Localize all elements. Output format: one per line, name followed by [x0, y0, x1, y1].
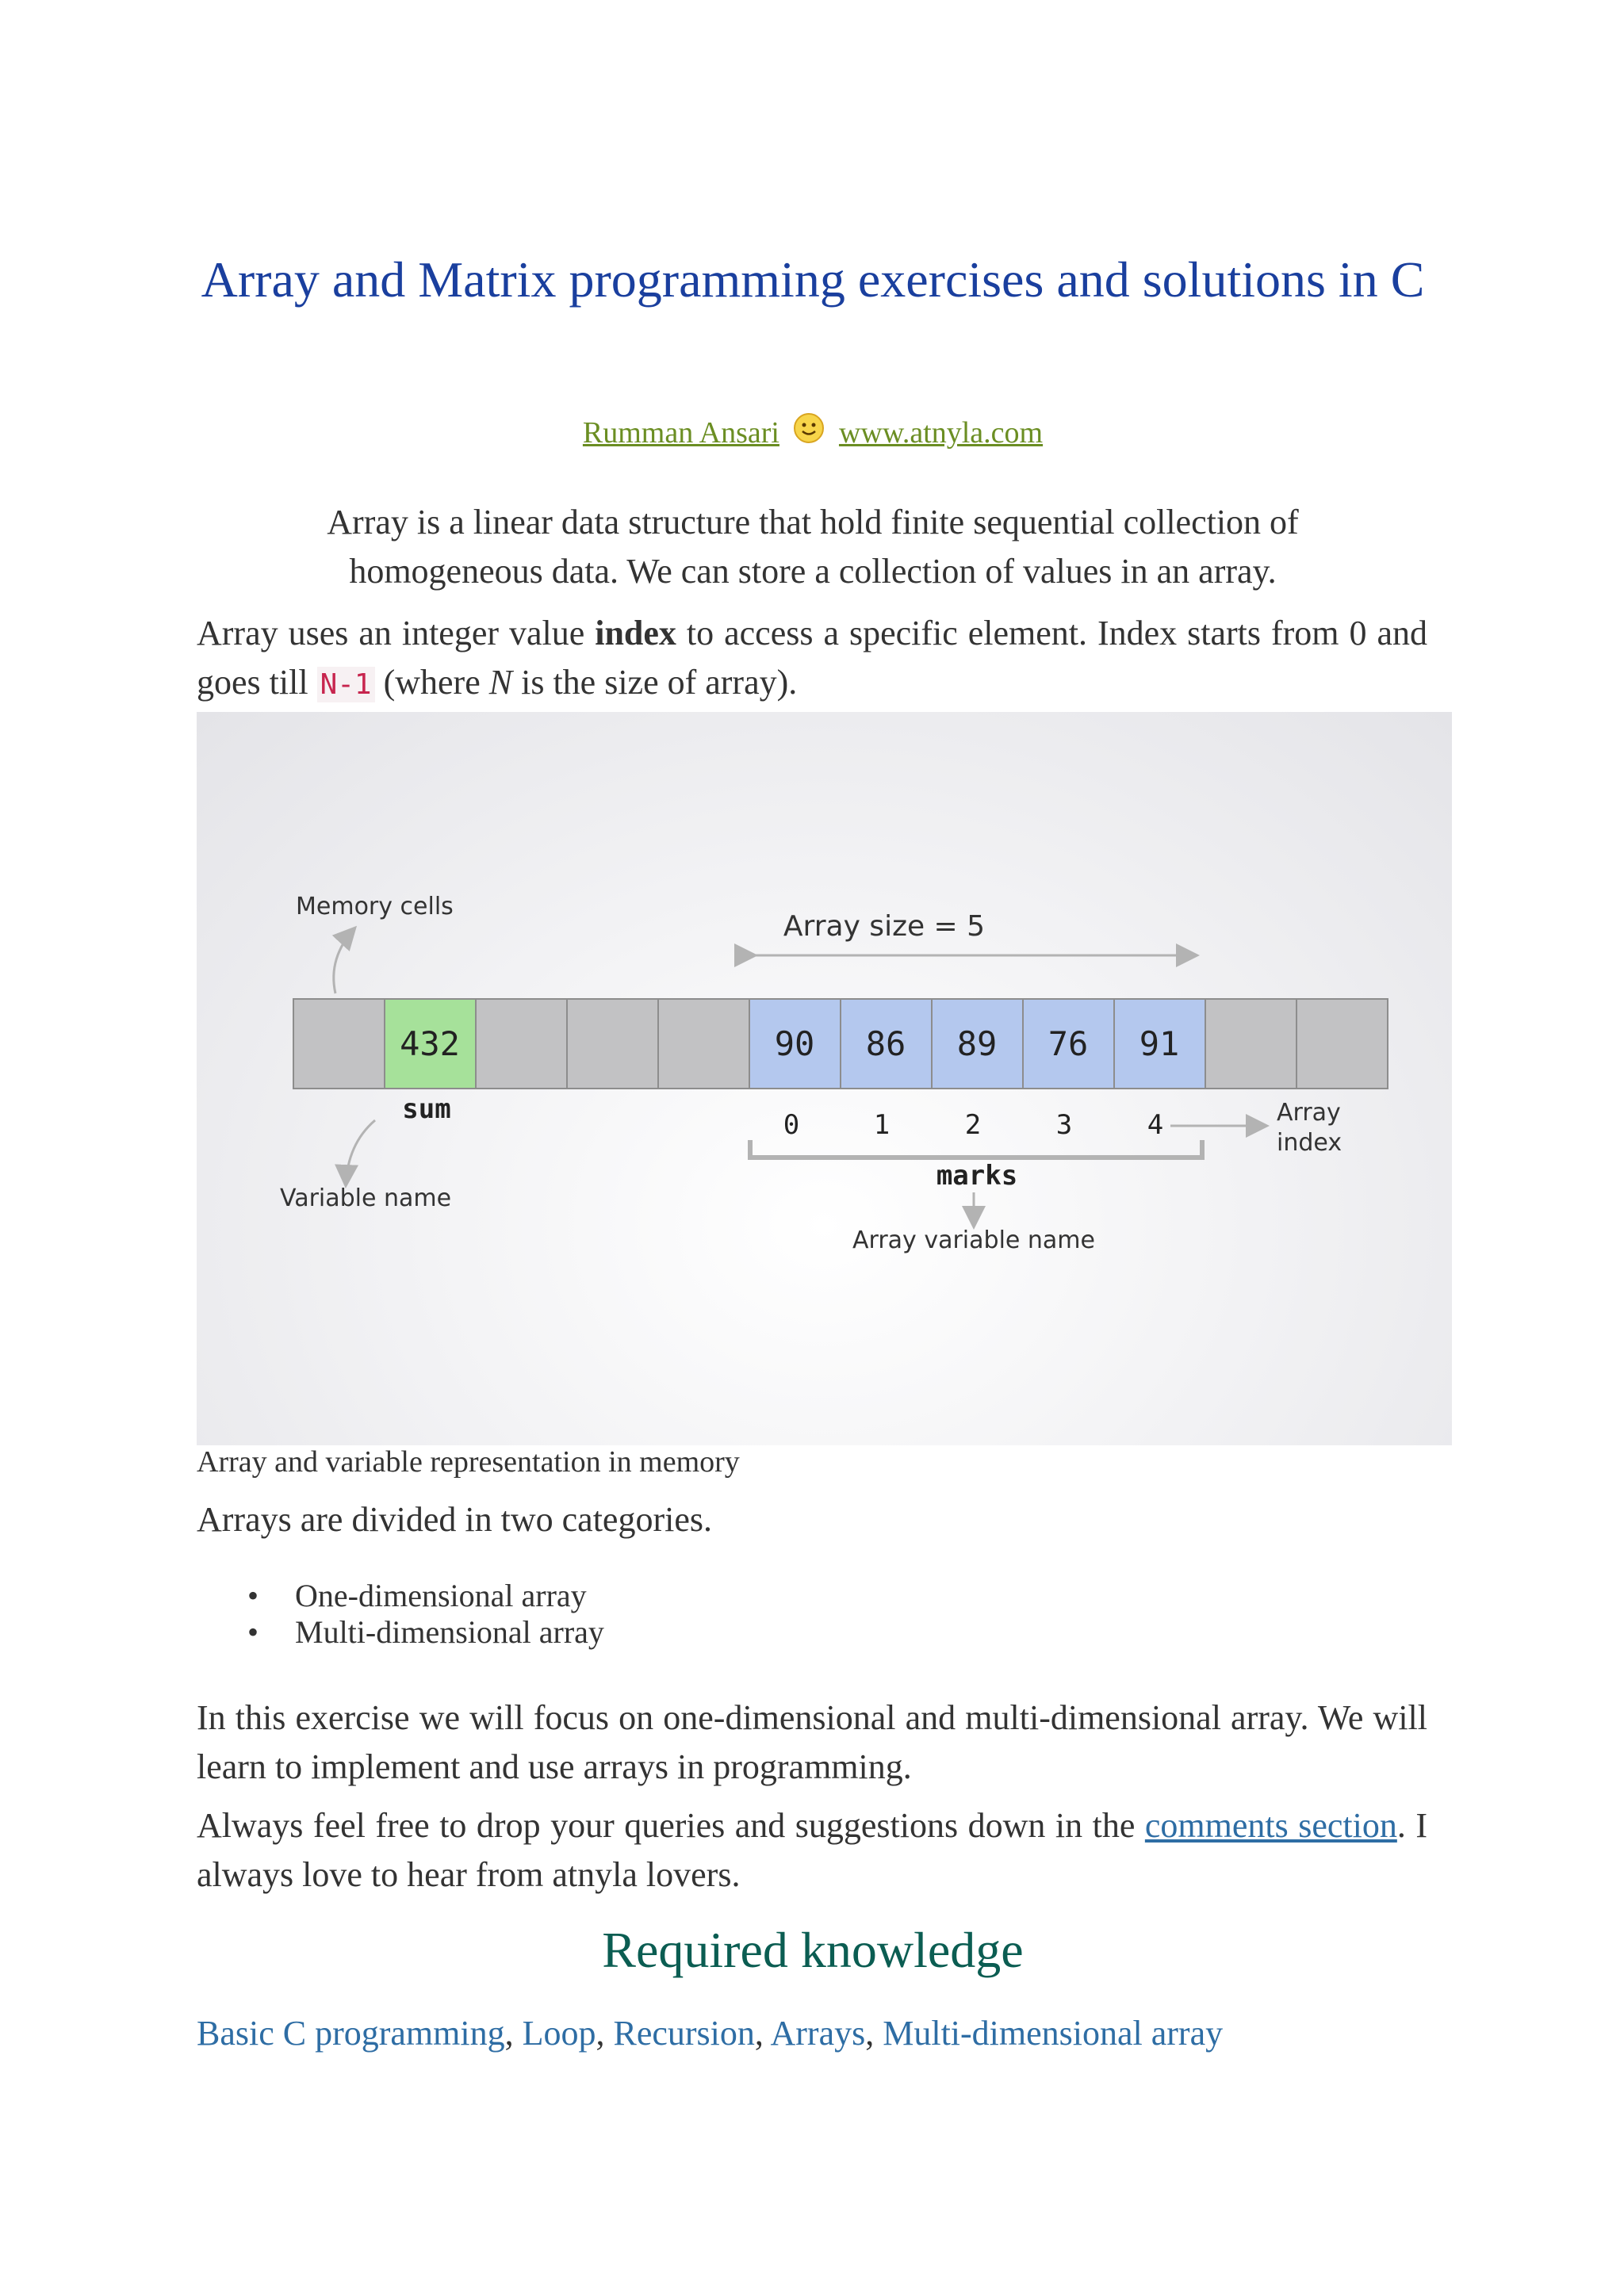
array-size-label: Array size = 5	[783, 910, 986, 943]
smiley-icon	[793, 412, 825, 444]
empty-cell	[293, 999, 385, 1089]
index-label: 1	[873, 1109, 891, 1141]
array-value: 89	[956, 1024, 998, 1063]
array-value: 76	[1048, 1024, 1089, 1063]
index-text-4: is the size of array).	[512, 663, 798, 702]
empty-cell	[1297, 999, 1388, 1089]
index-text-1: Array uses an integer value	[197, 614, 596, 652]
link-arrays[interactable]: Arrays	[770, 2014, 866, 2053]
separator: ,	[596, 2014, 614, 2053]
empty-cell	[1205, 999, 1297, 1089]
categories-intro: Arrays are divided in two categories.	[197, 1500, 712, 1539]
array-value: 86	[865, 1024, 906, 1063]
n-italic: N	[488, 663, 513, 702]
array-value: 90	[774, 1024, 815, 1063]
byline	[143, 412, 1483, 453]
separator: ,	[865, 2014, 883, 2053]
index-label: 4	[1147, 1109, 1164, 1141]
empty-cell	[476, 999, 567, 1089]
array-index-label: Array	[1277, 1099, 1341, 1127]
separator: ,	[504, 2014, 523, 2053]
index-text-2: to access a specific element. Index starts from 0 and goes till	[197, 614, 1427, 702]
author-link[interactable]: Rumman Ansari	[582, 416, 779, 450]
array-variable-name: marks	[936, 1160, 1018, 1192]
separator: ,	[754, 2014, 771, 2053]
index-label: 2	[964, 1109, 982, 1141]
variable-name-arrow	[346, 1120, 375, 1186]
array-index-label: index	[1277, 1129, 1342, 1157]
index-label: 0	[783, 1109, 800, 1141]
feedback-text-1: Always feel free to drop your queries and suggestions down in the	[197, 1806, 1145, 1845]
feedback-paragraph	[197, 1801, 1427, 1900]
link-multi-dimensional-array[interactable]: Multi-dimensional array	[883, 2014, 1224, 2053]
required-knowledge-heading: Required knowledge	[602, 1922, 1024, 1978]
focus-paragraph: In this exercise we will focus on one-dimensional and multi-dimensional array. We will learn to implement and use arrays in programming.	[197, 1698, 1427, 1786]
index-keyword: index	[595, 614, 676, 652]
index-text-3: (where	[374, 663, 489, 702]
sum-variable-name: sum	[402, 1093, 451, 1125]
comments-section-link[interactable]: comments section	[1144, 1806, 1397, 1845]
required-knowledge-links	[197, 2009, 1223, 2058]
array-bracket	[750, 1140, 1202, 1158]
feedback-text-2: . I always love to hear from atnyla lovers.	[197, 1806, 1427, 1894]
page-title: Array and Matrix programming exercises and solutions in C	[201, 251, 1425, 308]
memory-cells-arrow	[334, 928, 355, 993]
link-recursion[interactable]: Recursion	[613, 2014, 755, 2053]
list-item: • Multi-dimensional array	[295, 1614, 604, 1651]
sum-value: 432	[400, 1024, 460, 1063]
array-variable-name-label: Array variable name	[852, 1226, 1095, 1254]
intro-paragraph: Array is a linear data structure that hold finite sequential collection of homogeneous data. We can store a collection of values in an array.	[327, 503, 1299, 591]
categories-list	[295, 1578, 604, 1651]
site-link[interactable]: www.atnyla.com	[838, 416, 1044, 450]
index-paragraph	[197, 609, 1427, 710]
array-memory-figure	[197, 712, 1452, 1445]
index-label: 3	[1055, 1109, 1073, 1141]
n-minus-1-code: N-1	[317, 667, 375, 702]
figure-caption: Array and variable representation in memory	[197, 1445, 740, 1479]
list-item: • One-dimensional array	[295, 1578, 604, 1614]
array-value: 91	[1139, 1024, 1180, 1063]
memory-cells-label: Memory cells	[296, 893, 454, 920]
link-basic-c[interactable]: Basic C programming	[197, 2014, 505, 2053]
empty-cell	[567, 999, 658, 1089]
variable-name-label: Variable name	[280, 1184, 452, 1212]
empty-cell	[658, 999, 749, 1089]
array-diagram	[197, 712, 1452, 1445]
link-loop[interactable]: Loop	[522, 2014, 596, 2053]
